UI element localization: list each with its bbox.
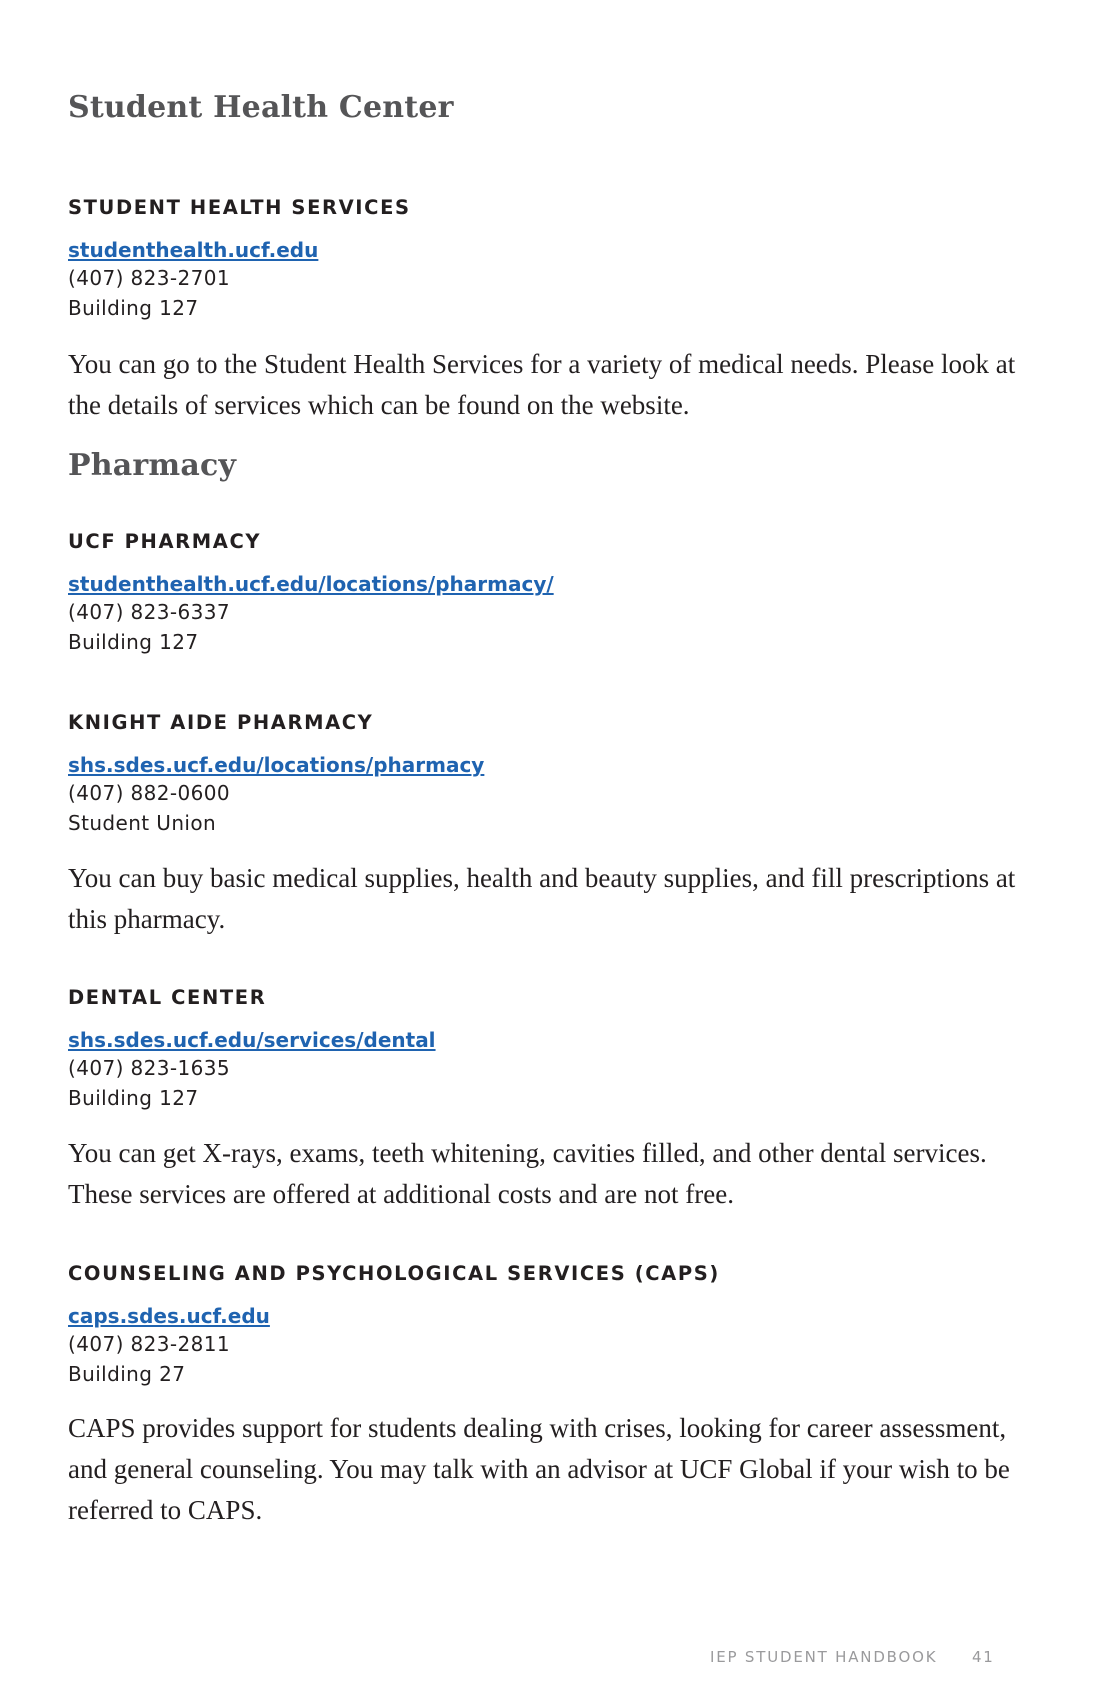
caps-link[interactable]: caps.sdes.ucf.edu bbox=[68, 1304, 270, 1328]
student-health-services-heading: STUDENT HEALTH SERVICES bbox=[68, 196, 411, 219]
footer-handbook-title: IEP STUDENT HANDBOOK bbox=[710, 1648, 938, 1666]
ucf-pharmacy-block bbox=[68, 530, 1048, 657]
knight-aide-pharmacy-block bbox=[68, 711, 1048, 838]
dental-center-description: You can get X-rays, exams, teeth whitening, cavities filled, and other dental services. These services are offered at additional costs and are not free. bbox=[68, 1138, 987, 1209]
knight-aide-pharmacy-link[interactable]: shs.sdes.ucf.edu/locations/pharmacy bbox=[68, 753, 485, 777]
knight-aide-pharmacy-phone: (407) 882-0600 bbox=[68, 781, 231, 805]
ucf-pharmacy-link[interactable]: studenthealth.ucf.edu/locations/pharmacy/ bbox=[68, 572, 554, 596]
knight-aide-pharmacy-location: Student Union bbox=[68, 811, 217, 835]
dental-center-location: Building 127 bbox=[68, 1086, 199, 1110]
dental-center-heading: DENTAL CENTER bbox=[68, 986, 267, 1009]
ucf-pharmacy-heading: UCF PHARMACY bbox=[68, 530, 262, 553]
dental-center-link[interactable]: shs.sdes.ucf.edu/services/dental bbox=[68, 1028, 436, 1052]
page-footer bbox=[710, 1648, 995, 1666]
student-health-services-phone: (407) 823-2701 bbox=[68, 266, 231, 290]
caps-heading: COUNSELING AND PSYCHOLOGICAL SERVICES (CAPS) bbox=[68, 1262, 720, 1285]
caps-phone: (407) 823-2811 bbox=[68, 1332, 231, 1356]
caps-location: Building 27 bbox=[68, 1362, 186, 1386]
dental-center-block bbox=[68, 986, 1048, 1113]
caps-block bbox=[68, 1262, 1048, 1389]
section-title-student-health-center: Student Health Center bbox=[68, 90, 454, 125]
student-health-services-location: Building 127 bbox=[68, 296, 199, 320]
knight-aide-pharmacy-heading: KNIGHT AIDE PHARMACY bbox=[68, 711, 374, 734]
caps-description: CAPS provides support for students dealing with crises, looking for career assessment, and general counseling. You may talk with an advisor at UCF Global if your wish to be referred to CAPS. bbox=[68, 1413, 1010, 1525]
ucf-pharmacy-location: Building 127 bbox=[68, 630, 199, 654]
page-number: 41 bbox=[971, 1648, 995, 1666]
section-title-pharmacy: Pharmacy bbox=[68, 448, 237, 483]
ucf-pharmacy-phone: (407) 823-6337 bbox=[68, 600, 231, 624]
student-health-services-block bbox=[68, 196, 1048, 323]
student-health-services-description: You can go to the Student Health Services for a variety of medical needs. Please look at the details of services which can be found on the website. bbox=[68, 349, 1016, 420]
student-health-services-link[interactable]: studenthealth.ucf.edu bbox=[68, 238, 319, 262]
knight-aide-pharmacy-description: You can buy basic medical supplies, health and beauty supplies, and fill prescriptions at this pharmacy. bbox=[68, 863, 1016, 934]
dental-center-phone: (407) 823-1635 bbox=[68, 1056, 231, 1080]
